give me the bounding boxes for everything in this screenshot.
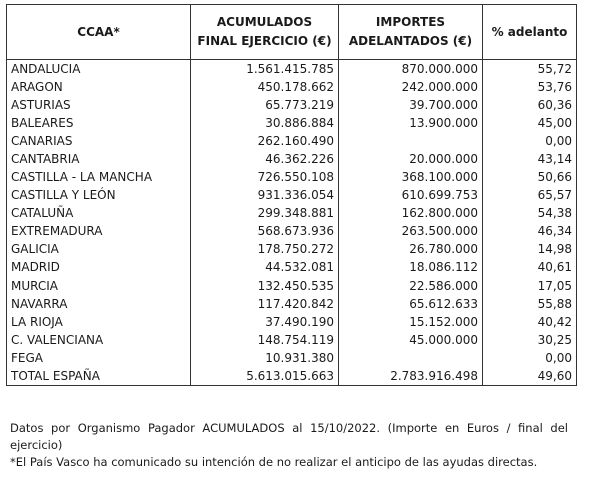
cell-adelanto: 46,34 <box>483 223 577 241</box>
cell-adelanto: 53,76 <box>483 78 577 96</box>
cell-acumulados: 10.931.380 <box>191 349 339 367</box>
cell-importes: 242.000.000 <box>339 78 483 96</box>
cell-acumulados: 132.450.535 <box>191 277 339 295</box>
cell-ccaa: BALEARES <box>7 114 191 132</box>
cell-ccaa: NAVARRA <box>7 295 191 313</box>
footnote-data-source: Datos por Organismo Pagador ACUMULADOS al 15/10/2022. (Importe en Euros / final del ejercicio) <box>10 421 568 452</box>
cell-adelanto: 55,72 <box>483 60 577 79</box>
cell-ccaa: CANARIAS <box>7 132 191 150</box>
cell-ccaa: MURCIA <box>7 277 191 295</box>
table-row <box>7 60 577 79</box>
cell-importes <box>339 349 483 367</box>
cell-acumulados: 178.750.272 <box>191 241 339 259</box>
cell-importes: 870.000.000 <box>339 60 483 79</box>
table-row <box>7 132 577 150</box>
table-body <box>7 60 577 386</box>
cell-acumulados: 262.160.490 <box>191 132 339 150</box>
cell-adelanto: 54,38 <box>483 205 577 223</box>
table-row <box>7 349 577 367</box>
cell-acumulados: 65.773.219 <box>191 96 339 114</box>
cell-acumulados: 30.886.884 <box>191 114 339 132</box>
cell-adelanto: 0,00 <box>483 349 577 367</box>
cell-adelanto: 49,60 <box>483 368 577 386</box>
table-row <box>7 295 577 313</box>
header-ccaa: CCAA* <box>7 5 191 60</box>
cell-importes: 45.000.000 <box>339 331 483 349</box>
cell-importes: 18.086.112 <box>339 259 483 277</box>
cell-ccaa: MADRID <box>7 259 191 277</box>
table-header-row <box>7 5 577 60</box>
header-acumulados: ACUMULADOS FINAL EJERCICIO (€) <box>191 5 339 60</box>
cell-ccaa: CANTABRIA <box>7 150 191 168</box>
cell-adelanto: 60,36 <box>483 96 577 114</box>
cell-importes: 39.700.000 <box>339 96 483 114</box>
cell-ccaa: GALICIA <box>7 241 191 259</box>
cell-acumulados: 148.754.119 <box>191 331 339 349</box>
cell-ccaa: CASTILLA - LA MANCHA <box>7 168 191 186</box>
cell-ccaa: ARAGON <box>7 78 191 96</box>
cell-ccaa: ANDALUCIA <box>7 60 191 79</box>
table-row <box>7 223 577 241</box>
cell-acumulados: 1.561.415.785 <box>191 60 339 79</box>
cell-importes: 20.000.000 <box>339 150 483 168</box>
cell-ccaa: FEGA <box>7 349 191 367</box>
table-row <box>7 205 577 223</box>
advance-payments-table <box>6 4 577 386</box>
cell-importes: 65.612.633 <box>339 295 483 313</box>
cell-importes <box>339 132 483 150</box>
cell-ccaa: CASTILLA Y LEÓN <box>7 187 191 205</box>
cell-adelanto: 43,14 <box>483 150 577 168</box>
cell-importes: 610.699.753 <box>339 187 483 205</box>
cell-importes: 26.780.000 <box>339 241 483 259</box>
cell-ccaa: CATALUÑA <box>7 205 191 223</box>
header-importes: IMPORTES ADELANTADOS (€) <box>339 5 483 60</box>
cell-acumulados: 931.336.054 <box>191 187 339 205</box>
cell-adelanto: 50,66 <box>483 168 577 186</box>
cell-adelanto: 55,88 <box>483 295 577 313</box>
footnotes <box>10 420 568 471</box>
cell-acumulados: 450.178.662 <box>191 78 339 96</box>
cell-ccaa: ASTURIAS <box>7 96 191 114</box>
cell-acumulados: 117.420.842 <box>191 295 339 313</box>
table-row <box>7 241 577 259</box>
cell-adelanto: 40,61 <box>483 259 577 277</box>
cell-importes: 22.586.000 <box>339 277 483 295</box>
table-row <box>7 331 577 349</box>
cell-acumulados: 37.490.190 <box>191 313 339 331</box>
cell-importes: 263.500.000 <box>339 223 483 241</box>
cell-adelanto: 30,25 <box>483 331 577 349</box>
cell-importes: 13.900.000 <box>339 114 483 132</box>
table-row <box>7 78 577 96</box>
cell-adelanto: 45,00 <box>483 114 577 132</box>
table-row <box>7 259 577 277</box>
cell-importes: 15.152.000 <box>339 313 483 331</box>
cell-adelanto: 14,98 <box>483 241 577 259</box>
table-row <box>7 313 577 331</box>
table-row <box>7 150 577 168</box>
table-row <box>7 114 577 132</box>
cell-importes: 162.800.000 <box>339 205 483 223</box>
header-adelanto: % adelanto <box>483 5 577 60</box>
table-row <box>7 368 577 386</box>
cell-adelanto: 40,42 <box>483 313 577 331</box>
table-row <box>7 96 577 114</box>
cell-ccaa: TOTAL ESPAÑA <box>7 368 191 386</box>
cell-adelanto: 0,00 <box>483 132 577 150</box>
cell-acumulados: 44.532.081 <box>191 259 339 277</box>
table-row <box>7 277 577 295</box>
cell-ccaa: C. VALENCIANA <box>7 331 191 349</box>
cell-adelanto: 17,05 <box>483 277 577 295</box>
cell-ccaa: LA RIOJA <box>7 313 191 331</box>
cell-acumulados: 726.550.108 <box>191 168 339 186</box>
table-row <box>7 187 577 205</box>
cell-acumulados: 568.673.936 <box>191 223 339 241</box>
cell-importes: 2.783.916.498 <box>339 368 483 386</box>
cell-acumulados: 299.348.881 <box>191 205 339 223</box>
cell-acumulados: 46.362.226 <box>191 150 339 168</box>
cell-acumulados: 5.613.015.663 <box>191 368 339 386</box>
cell-adelanto: 65,57 <box>483 187 577 205</box>
cell-ccaa: EXTREMADURA <box>7 223 191 241</box>
table-row <box>7 168 577 186</box>
footnote-pais-vasco: *El País Vasco ha comunicado su intención de no realizar el anticipo de las ayudas directas. <box>10 455 538 469</box>
cell-importes: 368.100.000 <box>339 168 483 186</box>
